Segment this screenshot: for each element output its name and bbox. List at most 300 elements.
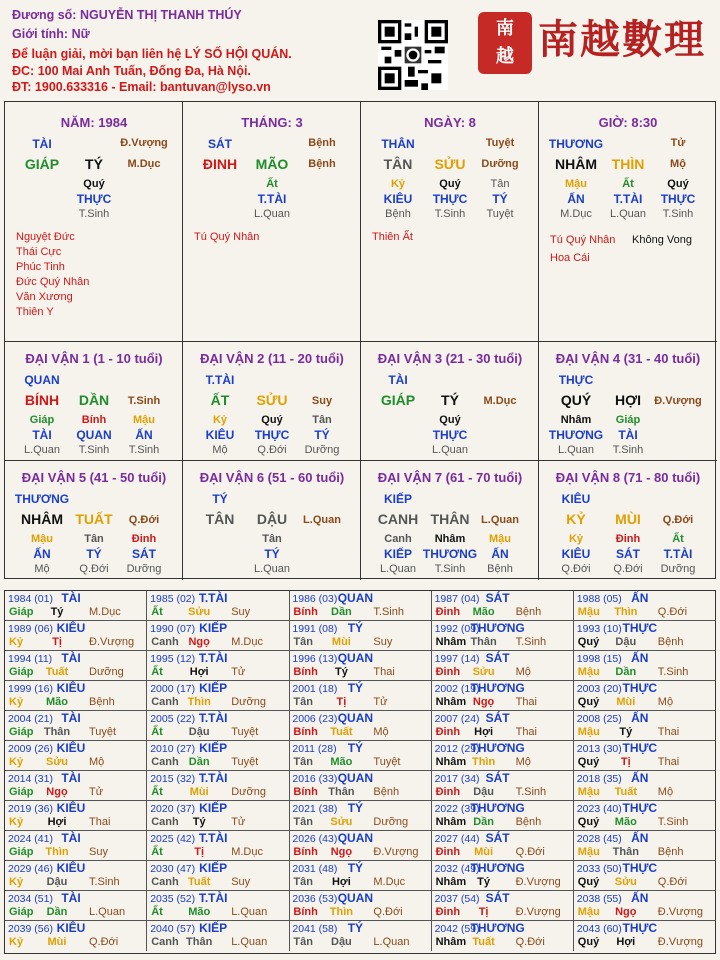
year-cell[interactable] [5,621,147,651]
year-stage: T.Sinh [515,636,547,648]
year-label: 2002 (19) [434,683,480,695]
year-god: THƯƠNG [470,861,525,875]
year-label: 2033 (50) [576,863,622,875]
year-branch: Tý [334,666,348,678]
year-cell[interactable] [432,771,574,801]
year-branch: Tý [619,726,633,738]
year-cell[interactable] [289,651,431,681]
year-label: 2037 (54) [434,893,480,905]
year-branch: Ngọ [615,906,637,918]
dai-van-8[interactable] [539,461,717,580]
hidden-stem: Quý [667,178,689,190]
can-stage: Tử [670,137,686,149]
year-cell[interactable] [289,891,431,921]
year-branch: Mão [46,696,68,708]
year-god: KIÊU [56,861,86,875]
heavenly-stem: CANH [377,511,419,527]
year-cell[interactable] [432,861,574,891]
star-item: Hoa Cái [550,252,590,264]
year-label: 2026 (43) [292,833,338,845]
branch-stage: Dưỡng [481,158,519,170]
year-cell[interactable] [574,741,716,771]
earthly-branch: HỢI [615,392,641,408]
year-stem: Mậu [577,846,600,858]
year-stage: L.Quan [373,936,410,948]
year-stage: Bệnh [657,636,684,648]
year-cell[interactable] [5,891,147,921]
hidden-god: TÝ [264,547,280,561]
year-label: 2011 (28) [292,743,337,755]
year-stage: Mộ [515,666,531,678]
year-stem: Mậu [577,606,600,618]
year-god: TÀI [61,831,81,845]
can-god: KIẾP [383,492,413,506]
year-cell[interactable] [574,921,716,951]
year-stage: Dưỡng [231,786,266,798]
year-stage: Tuyệt [231,726,259,738]
star-item: Tú Quý Nhân [550,234,616,246]
year-cell[interactable] [5,711,147,741]
year-label: 1992 (09) [434,623,480,635]
year-stage: Đ.Vượng [657,936,703,948]
year-god: T.TÀI [198,891,228,905]
year-stage: L.Quan [89,906,126,918]
year-stem: Nhâm [435,876,467,888]
earthly-branch: DẦN [78,392,110,408]
year-cell[interactable] [432,921,574,951]
hidden-stage: Dưỡng [304,444,340,456]
year-stage: Thai [657,756,680,768]
hidden-god: KIẾP [383,547,413,561]
can-god: KIÊU [561,492,591,506]
year-god: ẤN [631,651,649,665]
year-cell[interactable] [574,891,716,921]
year-stage: Suy [373,636,393,648]
year-cell[interactable] [574,621,716,651]
year-god: KIẾP [199,861,228,875]
dai-van-title: ĐẠI VẬN 4 (31 - 40 tuổi) [555,351,701,366]
year-stage: Đ.Vượng [515,906,561,918]
hidden-stem: Canh [384,533,412,545]
year-branch: Thân [328,786,355,798]
year-stem: Giáp [9,726,34,738]
year-cell[interactable] [432,591,574,621]
year-god: KIẾP [199,741,228,755]
year-cell[interactable] [289,921,431,951]
hidden-stem: Quý [261,414,283,426]
year-stem: Ất [151,906,163,918]
earthly-branch: SỬU [256,392,288,408]
year-stage: T.Sinh [657,816,689,828]
dai-van-1[interactable] [5,342,183,461]
year-branch: Tý [477,876,491,888]
hidden-stem: Giáp [29,414,55,426]
year-god: SÁT [485,591,510,605]
year-cell[interactable] [5,921,147,951]
hidden-stage: L.Quan [431,444,469,456]
year-cell[interactable] [432,831,574,861]
year-cell[interactable] [432,651,574,681]
dai-van-6[interactable] [183,461,361,580]
earthly-branch: TÝ [85,156,103,172]
star-item: Đức Quý Nhân [16,276,90,288]
year-branch: Hợi [331,876,351,888]
year-branch: Thân [470,636,497,648]
year-label: 2006 (23) [292,713,338,725]
year-stage: Bệnh [515,816,542,828]
year-label: 2015 (32) [150,773,196,785]
year-cell[interactable] [574,711,716,741]
phone-email-line[interactable]: ĐT: 1900.633316 - Email: bantuvan@lyso.vn [12,80,271,94]
year-cell[interactable] [432,891,574,921]
year-branch: Tý [192,816,206,828]
dai-van-title: ĐẠI VẬN 8 (71 - 80 tuổi) [555,470,701,485]
year-cell[interactable] [574,651,716,681]
year-label: 2030 (47) [150,863,196,875]
year-god: KIÊU [56,921,86,935]
hidden-stem: Tân [84,533,104,545]
year-stem: Bính [293,786,318,798]
can-god: TÀI [388,373,408,387]
year-stem: Giáp [9,906,34,918]
year-stem: Tân [293,876,313,888]
earthly-branch: SỬU [434,156,466,172]
year-label: 1985 (02) [150,593,196,605]
year-cell[interactable] [574,771,716,801]
hidden-god: TÝ [86,547,102,561]
year-branch: Sửu [472,666,495,678]
year-cell[interactable] [147,741,289,771]
year-cell[interactable] [289,681,431,711]
year-stage: L.Quan [231,906,268,918]
hidden-god: THỰC [254,428,290,442]
year-branch: Tuất [330,726,353,738]
year-cell[interactable] [5,651,147,681]
year-cell[interactable] [147,891,289,921]
year-stage: Tuyệt [231,756,259,768]
hidden-god: THỰC [660,192,696,206]
heavenly-stem: NHÂM [555,156,597,172]
hidden-stem: Kỷ [390,178,406,190]
year-branch: Dậu [188,726,210,738]
year-god: T.TÀI [198,651,228,665]
dai-van-title: ĐẠI VẬN 3 (21 - 30 tuổi) [377,351,523,366]
year-branch: Dần [615,666,637,678]
year-label: 1994 (11) [8,653,53,665]
year-cell[interactable] [574,831,716,861]
year-stem: Giáp [9,786,34,798]
hidden-stage: Q.Đới [613,563,643,575]
year-branch: Tị [478,906,489,918]
year-god: KIẾP [199,921,228,935]
year-stage: Tử [231,666,246,678]
year-cell[interactable] [574,591,716,621]
hidden-god: SÁT [132,547,156,561]
year-stem: Đinh [435,906,461,918]
year-branch: Hợi [474,726,494,738]
hidden-stem: Mậu [565,178,587,190]
year-cell[interactable] [289,591,431,621]
year-cell[interactable] [147,801,289,831]
year-stage: M.Dục [373,876,406,888]
year-cell[interactable] [432,711,574,741]
year-stem: Nhâm [435,636,467,648]
year-branch: Dần [473,816,494,828]
year-cell[interactable] [289,771,431,801]
year-stage: M.Dục [231,846,263,858]
year-stage: Thai [89,816,111,828]
can-god: TÀI [32,137,52,151]
year-stem: Kỷ [9,756,24,768]
hidden-stage: T.Sinh [662,208,694,220]
year-branch: Tị [194,846,205,858]
year-god: THỰC [622,621,658,635]
can-stage: Tuyệt [485,137,515,149]
year-stem: Giáp [9,666,34,678]
year-stage: Mộ [657,786,674,798]
hidden-stem: Tân [490,178,510,190]
heavenly-stem: KỶ [566,511,586,527]
hidden-god: T.TÀI [257,192,287,206]
branch-stage: M.Dục [483,395,517,407]
hidden-god: THỰC [76,192,112,206]
branch-stage: Suy [311,395,333,407]
year-god: TÀI [61,591,81,605]
year-label: 2007 (24) [434,713,480,725]
year-branch: Tý [50,606,64,618]
hidden-stem: Giáp [615,414,641,426]
star-item: Văn Xương [16,291,73,303]
dai-van-7[interactable] [361,461,539,580]
year-stem: Tân [293,756,313,768]
year-label: 2012 (29) [434,743,480,755]
hidden-stage: T.Sinh [434,208,466,220]
year-stem: Kỷ [9,696,24,708]
branch-stage: L.Quan [481,514,519,526]
year-branch: Mùi [331,636,351,648]
year-label: 2009 (26) [8,743,53,755]
year-stem: Quý [577,816,600,828]
hidden-god: THƯƠNG [422,547,478,561]
year-branch: Thìn [614,606,638,618]
pillar-day [361,102,539,342]
year-label: 2035 (52) [150,893,196,905]
year-branch: Ngọ [188,636,210,648]
year-cell[interactable] [5,831,147,861]
year-cell[interactable] [147,771,289,801]
year-stem: Ất [151,846,163,858]
year-cell[interactable] [432,801,574,831]
year-stage: Q.Đới [515,936,545,948]
year-god: THỰC [622,741,658,755]
year-label: 2003 (20) [576,683,622,695]
hidden-stage: M.Dục [560,208,592,220]
year-stem: Đinh [435,846,461,858]
year-cell[interactable] [147,921,289,951]
earthly-branch: MÙI [615,511,641,527]
year-god: KIÊU [56,801,86,815]
year-god: SÁT [485,891,510,905]
can-god: TÝ [212,492,228,506]
year-branch: Dậu [473,786,494,798]
year-stem: Tân [293,696,313,708]
year-cell[interactable] [147,591,289,621]
year-label: 2021 (38) [292,803,338,815]
year-god: THỰC [622,861,658,875]
pillar-title: GIỜ: 8:30 [598,115,658,130]
year-cell[interactable] [574,681,716,711]
star-item: Thái Cực [16,246,62,258]
year-stage: T.Sinh [89,876,120,888]
year-branch: Dần [331,606,352,618]
year-cell[interactable] [289,831,431,861]
year-cell[interactable] [289,621,431,651]
year-cell[interactable] [289,801,431,831]
earthly-branch: MÃO [255,156,289,172]
year-stage: Q.Đới [657,606,688,618]
year-cell[interactable] [5,801,147,831]
hidden-stem: Nhâm [434,533,466,545]
year-label: 2013 (30) [576,743,622,755]
year-label: 2043 (60) [576,923,622,935]
owner-name: NGUYỄN THỊ THANH THÚY [79,8,242,22]
year-stage: Tử [89,786,104,798]
year-cell[interactable] [289,741,431,771]
earthly-branch: THÌN [611,156,645,172]
year-label: 2016 (33) [292,773,338,785]
year-stem: Kỷ [9,876,24,888]
year-stem: Tân [293,816,313,828]
year-branch: Thìn [45,846,69,858]
year-cell[interactable] [289,861,431,891]
star-list [194,230,259,245]
can-god: SÁT [208,137,232,151]
year-god: SÁT [485,711,510,725]
year-stem: Đinh [435,726,461,738]
dai-van-title: ĐẠI VẬN 2 (11 - 20 tuổi) [200,351,344,366]
hidden-stage: L.Quan [609,208,647,220]
hidden-god: TÝ [492,192,508,206]
hidden-stem: Ất [266,178,278,190]
year-cell[interactable] [147,711,289,741]
year-cell[interactable] [5,591,147,621]
contact-line: Để luận giải, mời bạn liên hệ LÝ SỐ HỘI QUÁN. [12,47,292,61]
hidden-stage: T.Sinh [78,444,110,456]
year-label: 1993 (10) [576,623,622,635]
year-cell[interactable] [5,741,147,771]
year-branch: Mùi [616,696,636,708]
dai-van-2[interactable] [183,342,361,461]
hidden-stem: Kỷ [568,533,584,545]
year-cell[interactable] [147,681,289,711]
star-list [372,230,413,245]
year-label: 2024 (41) [8,833,53,845]
year-branch: Ngọ [46,786,68,798]
year-branch: Thân [186,936,213,948]
year-cell[interactable] [5,681,147,711]
year-god: TÀI [61,651,81,665]
qr-code-icon[interactable] [378,20,448,90]
header [0,0,720,100]
year-god: ẤN [631,711,649,725]
hidden-god: THỰC [432,428,468,442]
year-stage: Thai [515,726,537,738]
hidden-stage: L.Quan [557,444,595,456]
year-cell[interactable] [147,831,289,861]
year-cell[interactable] [432,681,574,711]
year-cell[interactable] [289,711,431,741]
year-label: 1987 (04) [434,593,480,605]
hidden-god: KIÊU [205,428,235,442]
year-cell[interactable] [147,861,289,891]
year-cell[interactable] [147,651,289,681]
year-stage: Bệnh [373,786,400,798]
year-branch: Dậu [331,936,352,948]
hidden-god: KIÊU [383,192,413,206]
dai-van-4[interactable] [539,342,717,461]
year-cell[interactable] [432,741,574,771]
year-cell[interactable] [147,621,289,651]
year-stem: Đinh [435,606,461,618]
year-label: 2019 (36) [8,803,53,815]
dai-van-5[interactable] [5,461,183,580]
year-stem: Nhâm [435,756,467,768]
year-cell[interactable] [5,771,147,801]
year-label: 1988 (05) [576,593,622,605]
year-branch: Sửu [614,876,637,888]
dai-van-3[interactable] [361,342,539,461]
star-item: Tú Quý Nhân [194,231,260,243]
year-label: 2004 (21) [8,713,53,725]
year-stem: Nhâm [435,936,467,948]
year-stem: Kỷ [9,636,24,648]
year-god: KIẾP [199,681,228,695]
year-stem: Bính [293,606,318,618]
year-cell[interactable] [574,861,716,891]
year-branch: Thân [43,726,71,738]
year-stem: Canh [151,816,179,828]
year-god: TÝ [347,741,364,755]
year-label: 2001 (18) [292,683,338,695]
year-label: 2005 (22) [150,713,196,725]
year-stage: Bệnh [515,606,542,618]
year-branch: Mão [188,906,211,918]
hidden-god: T.TÀI [613,192,643,206]
hidden-stage: L.Quan [23,444,61,456]
branch-stage: Q.Đới [128,514,160,526]
year-label: 2017 (34) [434,773,480,785]
year-god: QUAN [337,711,374,725]
year-god: SÁT [485,771,510,785]
year-stem: Nhâm [435,696,467,708]
heavenly-stem: BÍNH [24,392,60,408]
year-branch: Tuất [187,876,211,888]
pillar-title: THÁNG: 3 [241,115,303,130]
year-god: THƯƠNG [470,621,525,635]
year-stage: Dưỡng [89,666,124,678]
hidden-god: THỰC [432,192,468,206]
year-stem: Nhâm [435,816,467,828]
year-cell[interactable] [574,801,716,831]
year-branch: Dậu [615,636,637,648]
year-cell[interactable] [432,621,574,651]
year-label: 2022 (39) [434,803,480,815]
year-stem: Quý [577,696,600,708]
year-label: 2039 (56) [8,923,53,935]
pillar-hour [539,102,717,342]
year-label: 1990 (07) [150,623,196,635]
year-cell[interactable] [5,861,147,891]
